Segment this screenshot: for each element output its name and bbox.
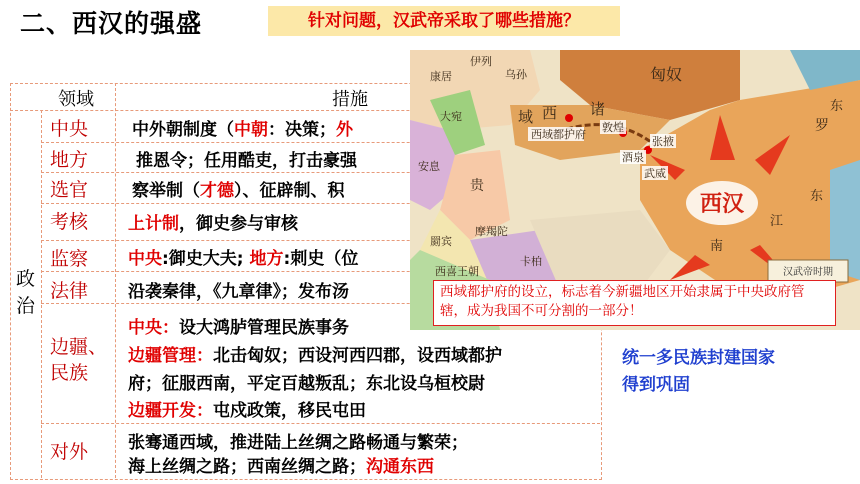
- label-xihan-big: 西汉: [699, 191, 745, 216]
- label-dunhuang: 敦煌: [602, 122, 624, 134]
- measure-foreign-line1: 张骞通西域，推进陆上丝绸之路畅通与繁荣；: [128, 433, 468, 453]
- measure-central: 中外朝制度（中朝：决策；外: [132, 120, 353, 140]
- label-moyuan: 摩羯陀: [475, 226, 508, 238]
- label-jibin: 罽宾: [430, 236, 452, 248]
- label-xiyu-duhufu: 西域都护府: [531, 129, 586, 141]
- category-foreign: 对外: [50, 441, 89, 463]
- measure-frontier-development: 边疆开发：屯戍政策，移民屯田: [128, 401, 366, 421]
- label-anxi: 安息: [418, 161, 440, 173]
- measure-frontier-management: 边疆管理：北击匈奴；西设河西四郡，设西域都护: [128, 346, 502, 366]
- map-legend-text: 汉武帝时期: [783, 267, 833, 278]
- label-jiuquan: 酒泉: [622, 152, 644, 164]
- category-frontier-line1: 边疆、: [50, 336, 108, 358]
- label-luo: 罗: [815, 117, 829, 133]
- label-zhu: 诸: [590, 101, 606, 118]
- label-yili: 伊列: [470, 56, 492, 68]
- label-xiongnu: 匈奴: [650, 67, 683, 84]
- label-kaduo: 卡柏: [520, 256, 542, 268]
- question-banner: 针对问题，汉武帝采取了哪些措施？: [268, 6, 620, 36]
- label-wuwei: 武威: [644, 168, 666, 180]
- label-zhangye: 张掖: [652, 136, 674, 148]
- category-supervision: 监察: [50, 248, 89, 270]
- label-yu: 域: [518, 109, 534, 126]
- category-frontier-line2: 民族: [50, 362, 89, 384]
- label-jiaqi: 西喜王朝: [435, 266, 479, 278]
- row-divider: [41, 423, 600, 424]
- label-dongdu: 东: [810, 188, 824, 203]
- category-assessment: 考核: [50, 211, 89, 233]
- label-xi: 西: [542, 105, 558, 122]
- label-jiang: 江: [770, 213, 784, 228]
- map-callout: 西域都护府的设立，标志着今新疆地区开始隶属于中央政府管辖，成为我国不可分割的一部分！: [433, 280, 836, 326]
- measure-foreign-line2: 海上丝绸之路；西南丝绸之路；沟通东西: [128, 457, 434, 477]
- category-central: 中央: [50, 118, 89, 140]
- label-nan: 南: [710, 238, 724, 253]
- label-kangju: 康居: [430, 71, 452, 83]
- label-gui: 贵: [470, 177, 484, 193]
- measure-supervision: 中央:御史大夫; 地方:刺史（位: [128, 249, 359, 269]
- label-wusun: 乌孙: [505, 69, 527, 81]
- page-title: 二、西汉的强盛: [20, 9, 203, 38]
- measure-frontier-central: 中央：设大鸿胪管理民族事务: [128, 318, 349, 338]
- measure-selection: 察举制（才德）、征辟制、积: [132, 181, 345, 201]
- group-label-politics: 政治: [16, 268, 36, 317]
- measure-local: 推恩令；任用酷吏，打击豪强: [136, 151, 357, 171]
- category-local: 地方: [50, 149, 89, 171]
- category-selection: 选官: [50, 179, 89, 201]
- measure-assessment: 上计制，御史参与审核: [128, 214, 298, 234]
- conclusion-line1: 统一多民族封建国家: [622, 348, 775, 368]
- label-dayuan: 大宛: [440, 111, 462, 123]
- label-dong: 东: [830, 98, 844, 113]
- measure-law: 沿袭秦律，《九章律》；发布汤: [128, 282, 349, 302]
- header-field: 领域: [58, 89, 94, 110]
- measure-frontier-management-cont: 府；征服西南，平定百越叛乱；东北设乌桓校尉: [128, 374, 485, 394]
- category-law: 法律: [50, 280, 89, 302]
- conclusion-line2: 得到巩固: [622, 375, 690, 395]
- header-measure: 措施: [332, 89, 368, 110]
- city-dot: [565, 114, 573, 122]
